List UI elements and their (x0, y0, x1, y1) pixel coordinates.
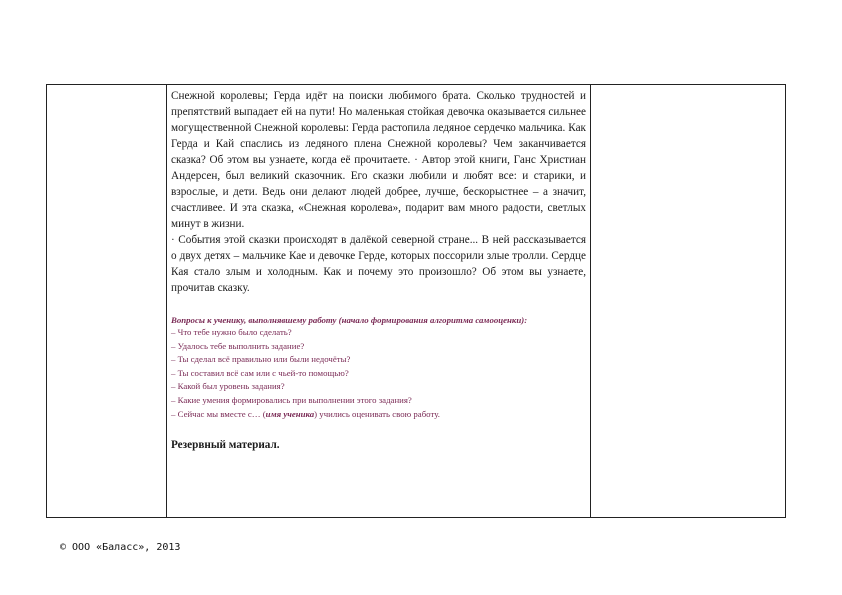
table-cell-right (591, 85, 785, 517)
question-item: – Ты сделал всё правильно или были недочёты? (171, 354, 351, 365)
question-item: – Какой был уровень задания? (171, 381, 285, 392)
question-item: – Ты составил всё сам или с чьей-то помощью? (171, 367, 349, 378)
questions-heading: Вопросы к ученику, выполнявшему работу (начало формирования алгоритма самооценки): (171, 315, 528, 325)
reserve-material-heading: Резервный материал. (171, 439, 280, 452)
table-cell-content (167, 85, 591, 517)
spacer (171, 296, 586, 314)
question-item: – Какие умения формировались при выполнении этого задания? (171, 394, 412, 405)
question-item-last (171, 408, 586, 422)
copyright-footer: © ООО «Баласс», 2013 (60, 542, 181, 553)
questions-list (171, 326, 586, 421)
question-item: – Что тебе нужно было сделать? (171, 327, 292, 337)
story-paragraph-1: Снежной королевы; Герда идёт на поиски любимого брата. Сколько трудностей и препятствий выпадает ей на пути! Но маленькая стойкая девочка оказывается сильнее могущественной Снежной королевы: Герда растопила ледяное сердечко мальчика. Как Герда и Кай спаслись из ледяного плена Снежной королевы? Чем заканчивается сказка? Об этом вы узнаете, когда её прочитаете. · Автор этой книги, Ганс Христиан Андерсен, был великий сказочник. Его сказки любили и любят все: и старики, и взрослые, и дети. Ведь они делают людей добрее, лучше, бескорыстнее – а значит, счастливее. И эта сказка, «Снежная королева», подарит вам много радости, светлых минут в жизни. (171, 90, 586, 230)
question-item: – Удалось тебе выполнить задание? (171, 340, 305, 351)
question-suffix: ) учились оценивать свою работу. (314, 408, 440, 419)
student-name-placeholder: имя ученика (265, 408, 315, 419)
story-paragraph-2: · События этой сказки происходят в далёкой северной стране... В ней рассказывается о двух детях – мальчике Кае и девочке Герде, которых поссорили злые тролли. Сердце Кая стало злым и холодным. Как и почему это произошло? Об этом вы узнаете, прочитав сказку. (171, 234, 586, 294)
table-cell-left (47, 85, 167, 517)
lesson-table (46, 84, 786, 518)
question-prefix: – Сейчас мы вместе с… ( (171, 408, 266, 419)
